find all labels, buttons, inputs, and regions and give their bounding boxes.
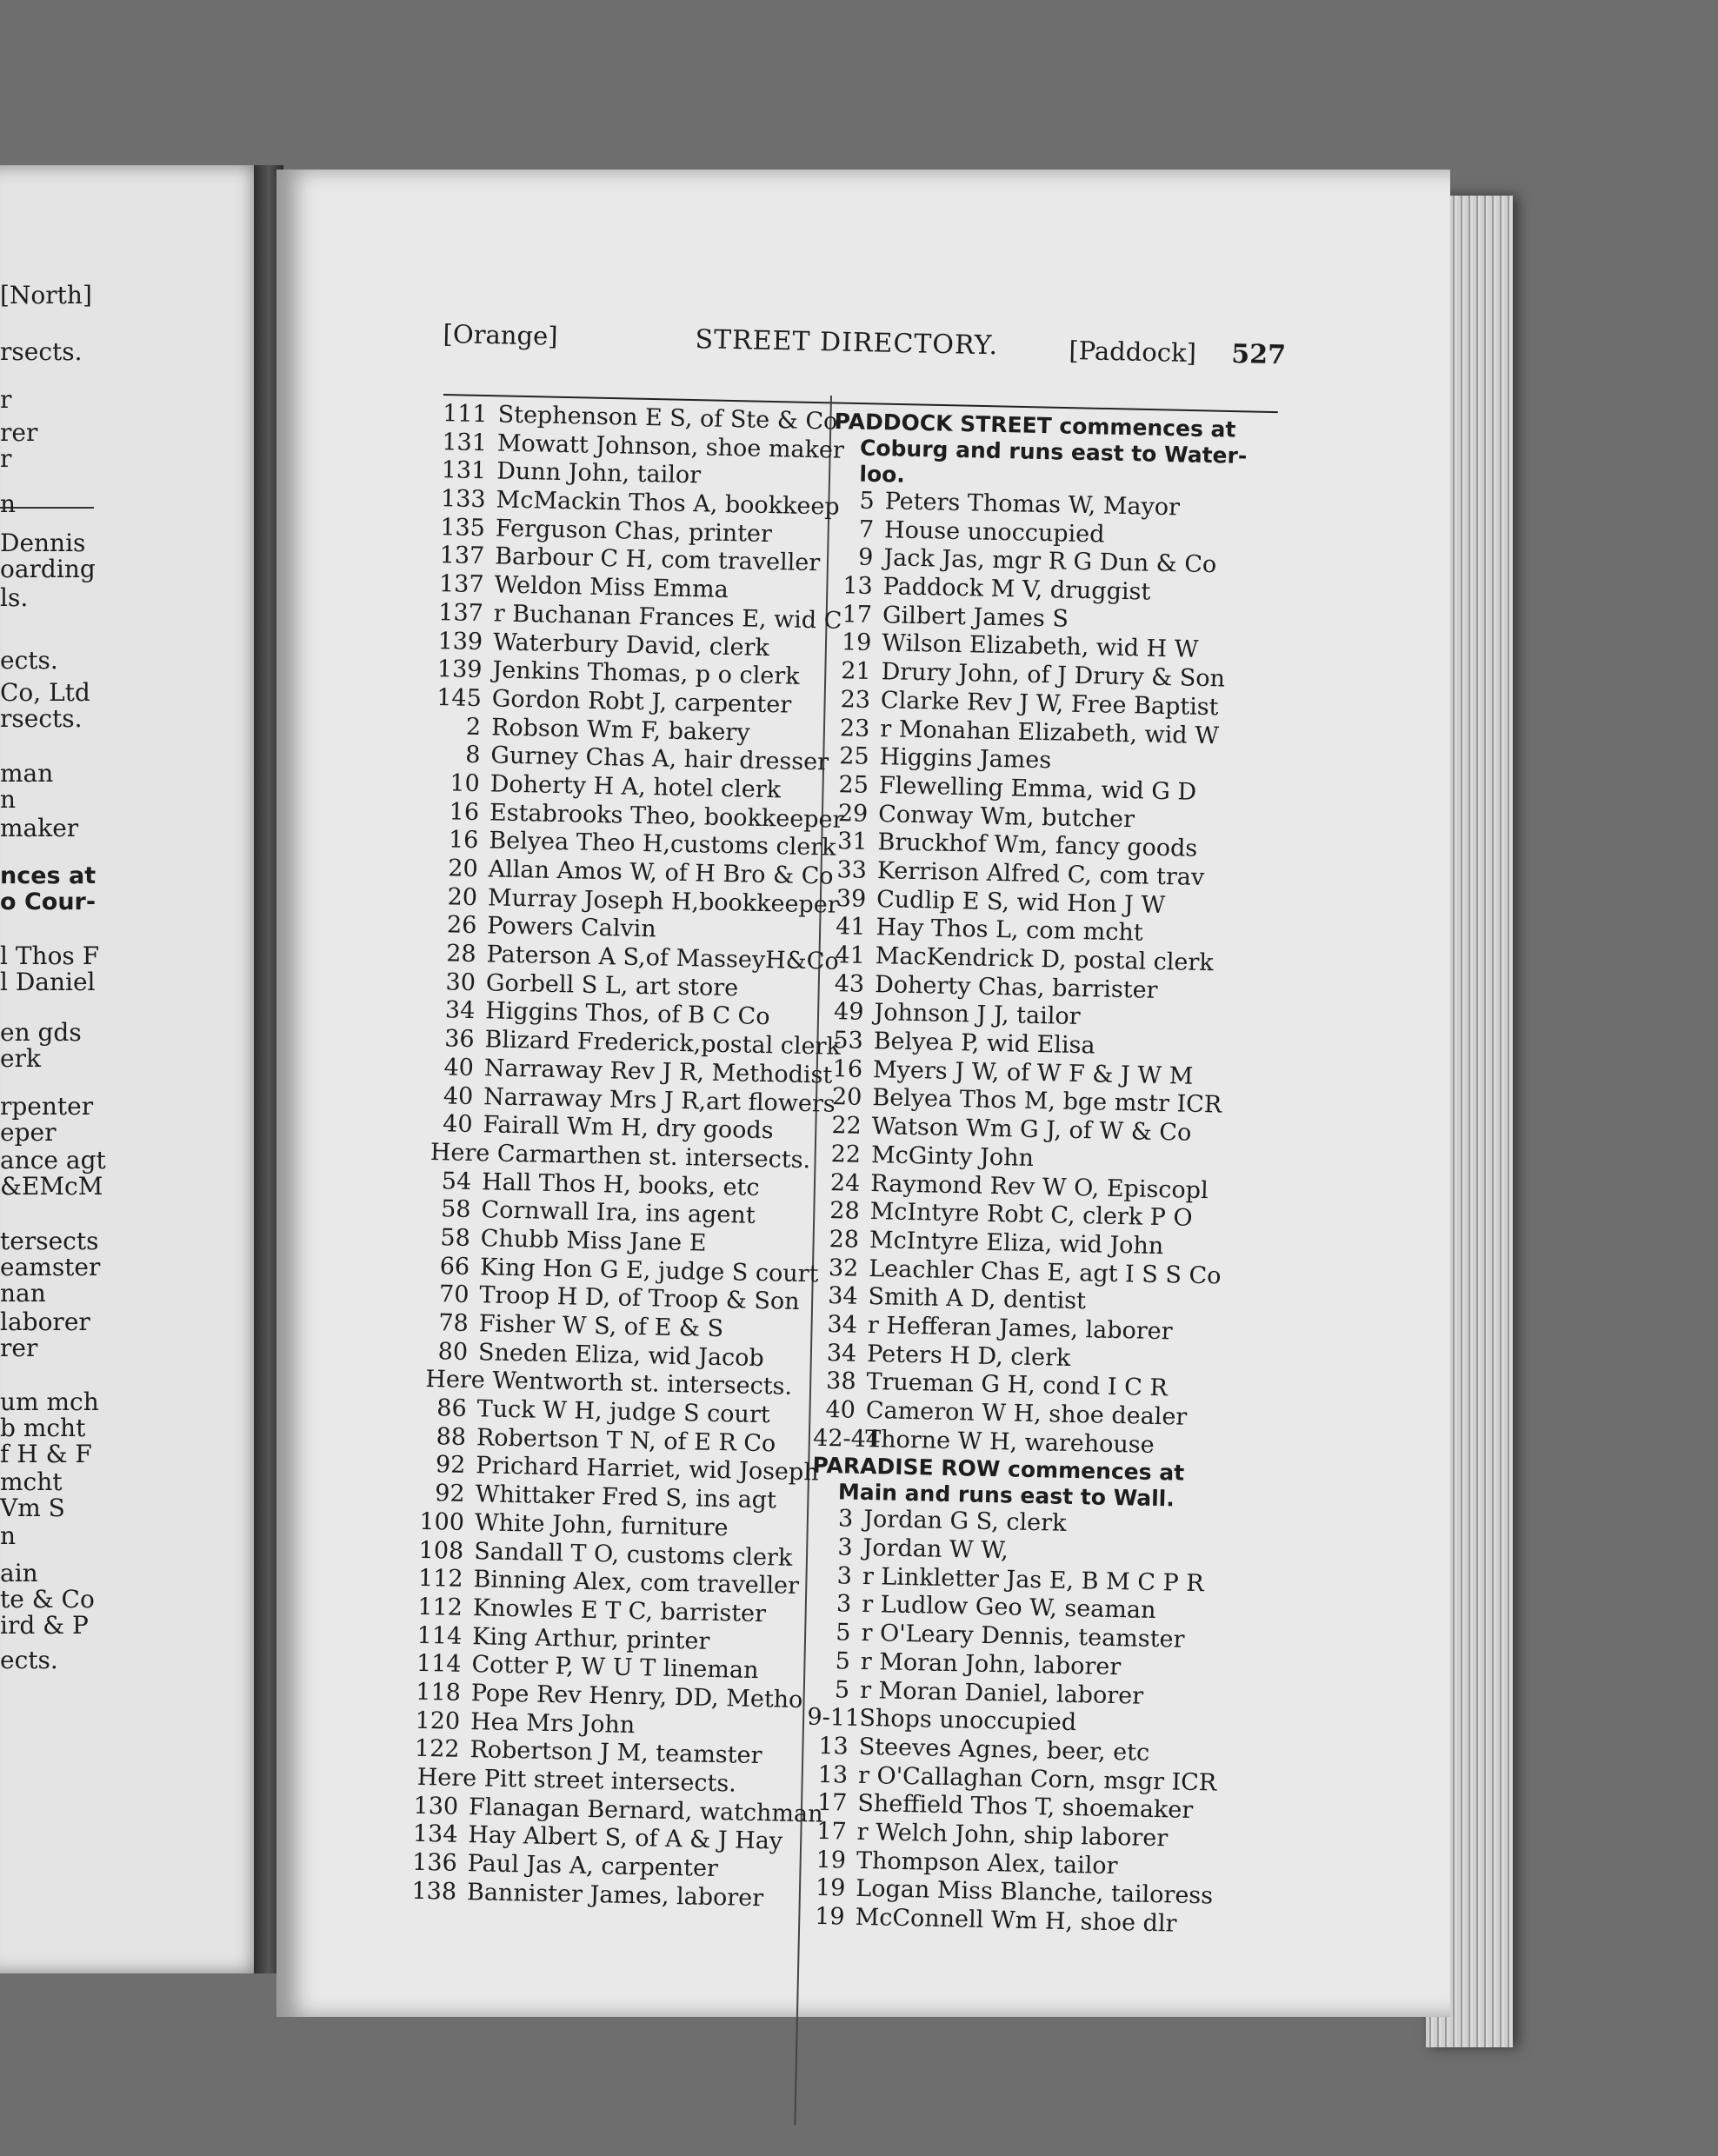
entry-text: r Moran John, laborer (860, 1647, 1122, 1681)
house-number: 13 (842, 572, 874, 601)
house-number: 40 (442, 1110, 473, 1139)
entry-text: Sneden Eliza, wid Jacob (477, 1338, 765, 1372)
left-page-fragment: oarding (0, 555, 96, 583)
running-head-title: STREET DIRECTORY. (695, 324, 999, 362)
entry-text: McMackin Thos A, bookkeep (496, 486, 840, 521)
left-page-fragment: ird & P (0, 1611, 89, 1640)
entry-text: Jack Jas, mgr R G Dun & Co (883, 544, 1217, 579)
left-page-fragment: ls. (0, 583, 29, 612)
left-page-fragment: &EMcM (0, 1172, 103, 1201)
left-page-fragment: eper (0, 1118, 57, 1147)
entry-text: Belyea Theo H,customs clerk (489, 827, 836, 862)
house-number: 5 (859, 487, 876, 515)
house-number: 34 (826, 1339, 857, 1367)
entry-text: Hea Mrs John (469, 1707, 636, 1739)
entry-text: Prichard Harriet, wid Joseph (476, 1452, 819, 1487)
entry-text: Troop H D, of Troop & Son (479, 1281, 800, 1316)
left-page-fragment: n (0, 785, 17, 814)
entry-text: Pope Rev Henry, DD, Metho (470, 1680, 803, 1714)
house-number: 137 (438, 570, 484, 599)
entry-text: McIntyre Eliza, wid John (869, 1226, 1164, 1261)
right-page (276, 170, 1450, 2017)
entry-text: Higgins Thos, of B C Co (484, 997, 770, 1031)
house-number: 137 (438, 598, 484, 627)
house-number: 41 (835, 942, 866, 969)
house-number: 29 (837, 799, 869, 828)
house-number: 39 (836, 884, 867, 913)
running-head-left: [Orange] (443, 319, 558, 351)
house-number: 135 (440, 513, 486, 542)
house-number: 112 (417, 1593, 463, 1621)
house-number: 19 (841, 629, 872, 657)
entry-text: Blizard Frederick,postal clerk (484, 1026, 842, 1061)
house-number: 134 (412, 1820, 458, 1849)
entry-text: Here Pitt street intersects. (416, 1763, 737, 1798)
entry-text: Peters Thomas W, Mayor (884, 488, 1181, 522)
house-number: 114 (416, 1650, 462, 1679)
house-number: 133 (440, 485, 486, 514)
left-page-fragment: [North] (0, 281, 92, 309)
entry-text: Bruckhof Wm, fancy goods (877, 828, 1198, 863)
house-number: 9 (857, 543, 874, 572)
entry-text: Paddock M V, druggist (882, 573, 1151, 606)
entry-text: Cotter P, W U T lineman (471, 1651, 759, 1685)
entry-text: Peters H D, clerk (866, 1340, 1071, 1372)
house-number: 26 (446, 911, 477, 940)
entry-text: Jenkins Thomas, p o clerk (492, 656, 800, 690)
entry-text: Ferguson Chas, printer (495, 515, 773, 548)
entry-text: r Moran Daniel, laborer (859, 1676, 1144, 1710)
entry-text: Sheffield Thos T, shoemaker (857, 1790, 1194, 1825)
left-page-fragment: rsects. (0, 704, 83, 733)
entry-text: McIntyre Robt C, clerk P O (869, 1198, 1193, 1233)
house-number: 36 (443, 1025, 475, 1054)
left-page-fragment: tersects (0, 1227, 99, 1255)
entry-text: loo. (859, 461, 906, 488)
entry-text: Johnson J J, tailor (874, 999, 1081, 1031)
running-head (443, 319, 1575, 377)
entry-text: Kerrison Alfred C, com trav (876, 857, 1205, 891)
house-number: 28 (445, 940, 476, 968)
entry-text: Barbour C H, com traveller (494, 542, 821, 577)
house-number: 20 (447, 883, 478, 911)
house-number: 78 (438, 1309, 469, 1337)
entry-text: Clarke Rev J W, Free Baptist (880, 686, 1219, 722)
entry-text: Logan Miss Blanche, tailoress (856, 1875, 1214, 1910)
left-page-fragment: maker (0, 814, 79, 842)
left-page-fragment: Vm S (0, 1494, 65, 1522)
entry-text: Jordan W W, (862, 1534, 1009, 1565)
house-number: 92 (435, 1451, 466, 1480)
entry-text: Smith A D, dentist (868, 1283, 1087, 1315)
entry-text: Shops unoccupied (859, 1705, 1077, 1737)
entry-text: Gorbell S L, art store (485, 969, 739, 1002)
entry-text: Narraway Mrs J R,art flowers (483, 1082, 836, 1118)
left-page-fragment: ain (0, 1559, 38, 1587)
entry-text: Fisher W S, of E & S (478, 1310, 724, 1343)
entry-text: Here Carmarthen st. intersects. (430, 1138, 811, 1174)
house-number: 112 (417, 1565, 463, 1594)
house-number: 41 (835, 913, 866, 942)
left-page-fragment: n (0, 1521, 17, 1550)
entry-text: r O'Leary Dennis, teamster (861, 1620, 1185, 1654)
entry-text: Whittaker Fred S, ins agt (475, 1481, 777, 1514)
entry-text: Paul Jas A, carpenter (467, 1850, 719, 1883)
left-page-fragment: rsects. (0, 337, 83, 366)
house-number: 111 (442, 400, 488, 429)
left-page-fragment: rer (0, 1334, 38, 1362)
house-number: 40 (443, 1081, 474, 1110)
house-number: 30 (445, 968, 476, 996)
house-number: 120 (415, 1707, 461, 1735)
house-number: 53 (833, 1027, 864, 1055)
house-number: 16 (448, 826, 479, 855)
house-number: 17 (842, 600, 873, 629)
house-number: 66 (439, 1252, 470, 1281)
left-page-fragment: man (0, 759, 54, 788)
entry-text: King Arthur, printer (471, 1622, 710, 1655)
entry-text: Steeves Agnes, beer, etc (858, 1733, 1150, 1767)
entry-text: Allan Amos W, of H Bro & Co (488, 855, 834, 890)
house-number: 137 (439, 542, 485, 570)
house-number: 100 (419, 1507, 465, 1536)
house-number: 114 (416, 1621, 463, 1650)
entry-text: Binning Alex, com traveller (473, 1566, 800, 1600)
house-number: 3 (836, 1590, 852, 1619)
left-page-fragment: mcht (0, 1467, 63, 1496)
house-number: 139 (437, 627, 483, 655)
left-page (0, 165, 270, 1973)
entry-text: Hall Thos H, books, etc (481, 1168, 760, 1201)
entry-text: Cornwall Ira, ins agent (481, 1196, 756, 1230)
house-number: 33 (836, 856, 868, 884)
entry-text: Murray Joseph H,bookkeeper (487, 884, 839, 919)
house-number: 86 (436, 1394, 468, 1423)
entry-text: r Ludlow Geo W, seaman (861, 1591, 1156, 1625)
entry-text: McConnell Wm H, shoe dlr (855, 1903, 1177, 1938)
left-page-fragment: ects. (0, 646, 58, 675)
entry-text: Coburg and runs east to Water- (859, 435, 1248, 469)
entry-text: Fairall Wm H, dry goods (483, 1111, 774, 1145)
entry-text: Paterson A S,of MasseyH&Co (486, 941, 839, 975)
entry-text: Stephenson E S, of Ste & Co (497, 401, 838, 436)
entry-text: Weldon Miss Emma (494, 571, 729, 604)
entry-text: Flanagan Bernard, watchman (468, 1793, 823, 1828)
left-column (406, 400, 846, 1914)
left-page-fragment: rpenter (0, 1092, 94, 1121)
house-number: 21 (840, 657, 871, 686)
left-page-fragment: l Daniel (0, 968, 96, 996)
left-page-fragment: l Thos F (0, 942, 100, 970)
house-number: 49 (833, 998, 864, 1027)
house-number: 24 (829, 1168, 861, 1197)
house-number: 25 (838, 742, 869, 771)
house-number: 38 (825, 1367, 856, 1396)
entry-text: McGinty John (870, 1141, 1035, 1172)
entry-text: Belyea Thos M, bge mstr ICR (872, 1084, 1222, 1119)
left-page-fragment: um mch (0, 1387, 99, 1416)
house-number: 118 (415, 1678, 462, 1707)
entry-text: Robertson J M, teamster (469, 1736, 762, 1770)
entry-text: Sandall T O, customs clerk (473, 1537, 793, 1572)
entry-text: r Hefferan James, laborer (867, 1311, 1173, 1346)
entry-text: Gordon Robt J, carpenter (491, 685, 792, 719)
left-page-fragment: Co, Ltd (0, 678, 90, 707)
house-number: 3 (837, 1534, 853, 1561)
entry-text: Narraway Rev J R, Methodist (483, 1055, 833, 1089)
house-number: 16 (449, 798, 480, 826)
entry-text: Bannister James, laborer (466, 1878, 764, 1912)
house-number: 40 (825, 1396, 856, 1424)
entry-text: Mowatt Johnson, shoe maker (496, 429, 845, 464)
entry-text: Doherty H A, hotel clerk (489, 770, 782, 804)
entry-text: Jordan G S, clerk (862, 1506, 1067, 1538)
house-number: 23 (840, 686, 871, 714)
left-page-fragment: nan (0, 1279, 46, 1308)
left-page-fragment: ance agt (0, 1146, 106, 1174)
house-number: 80 (437, 1337, 469, 1366)
entry-text: Belyea P, wid Elisa (873, 1028, 1095, 1060)
left-page-fragment: n (0, 489, 17, 518)
entry-text: Cameron W H, shoe dealer (865, 1397, 1188, 1431)
house-number: 108 (418, 1536, 464, 1565)
entry-text: Cudlip E S, wid Hon J W (876, 885, 1166, 919)
house-number: 3 (837, 1505, 854, 1534)
house-number: 31 (836, 828, 868, 856)
entry-text: Chubb Miss Jane E (480, 1225, 707, 1257)
house-number: 88 (436, 1422, 467, 1451)
entry-text: Gilbert James S (882, 601, 1069, 633)
house-number: 138 (411, 1877, 457, 1906)
entry-text: Conway Wm, butcher (877, 800, 1135, 833)
house-number: 28 (829, 1197, 860, 1225)
left-page-fragment: eamster (0, 1253, 101, 1281)
entry-text: Hay Thos L, com mcht (876, 914, 1143, 947)
left-page-fragment: b mcht (0, 1414, 86, 1442)
entry-text: r Monahan Elizabeth, wid W (879, 715, 1220, 749)
house-number: 13 (818, 1732, 849, 1760)
house-number: 20 (448, 855, 479, 883)
house-number: 22 (830, 1140, 862, 1168)
house-number: 42-44 (812, 1424, 882, 1454)
house-number: 17 (816, 1817, 848, 1846)
house-number: 25 (838, 771, 869, 799)
left-page-fragment: r (0, 385, 12, 414)
entry-text: Watson Wm G J, of W & Co (871, 1113, 1192, 1147)
entry-text: Here Wentworth st. intersects. (425, 1366, 793, 1401)
house-number: 34 (827, 1282, 858, 1311)
entry-text: r Buchanan Frances E, wid C (493, 600, 842, 635)
entry-text: Waterbury David, clerk (492, 628, 770, 662)
entry-text: Myers J W, of W F & J W M (872, 1055, 1194, 1090)
house-number: 28 (829, 1225, 860, 1254)
house-number: 70 (438, 1281, 469, 1309)
house-number: 8 (464, 742, 481, 769)
house-number: 131 (441, 456, 487, 485)
left-page-fragment: nces at (0, 862, 97, 889)
entry-text: Wilson Elizabeth, wid H W (882, 629, 1199, 664)
house-number: 43 (834, 969, 865, 998)
left-page-fragment: te & Co (0, 1585, 95, 1614)
entry-text: Robson Wm F, bakery (490, 713, 750, 747)
entry-text: Gurney Chas A, hair dresser (490, 742, 829, 776)
house-number: 5 (836, 1619, 851, 1647)
left-page-fragment: rer (0, 418, 38, 447)
house-number: 20 (831, 1083, 862, 1112)
entry-text: White John, furniture (474, 1508, 729, 1542)
entry-text: r O'Callaghan Corn, msgr ICR (857, 1761, 1217, 1797)
house-number: 19 (815, 1874, 846, 1902)
house-number: 3 (836, 1562, 853, 1590)
entry-text: Raymond Rev W O, Episcopl (870, 1169, 1209, 1204)
entry-text: MacKendrick D, postal clerk (875, 942, 1215, 977)
house-number: 34 (827, 1310, 858, 1339)
house-number: 54 (441, 1167, 472, 1195)
entry-text: r Linkletter Jas E, B M C P R (862, 1562, 1204, 1597)
entry-text: PADDOCK STREET commences at (834, 409, 1236, 443)
left-page-fragment: en gds (0, 1018, 82, 1047)
left-page-fragment: r (0, 444, 12, 473)
entry-text: Flewelling Emma, wid G D (878, 772, 1197, 806)
entry-text: Hay Albert S, of A & J Hay (468, 1821, 783, 1856)
entry-text: Drury John, of J Drury & Son (881, 658, 1226, 693)
house-number: 40 (443, 1054, 475, 1081)
house-number: 131 (442, 428, 488, 456)
left-page-fragment: ects. (0, 1646, 58, 1674)
house-number: 2 (465, 713, 482, 741)
house-number: 34 (444, 996, 476, 1025)
house-number: 58 (440, 1224, 471, 1252)
entry-text: Tuck W H, judge S court (476, 1395, 770, 1429)
running-head-right: [Paddock] (1069, 336, 1197, 369)
house-number: 16 (832, 1055, 863, 1083)
entry-text: Main and runs east to Wall. (837, 1479, 1175, 1512)
entry-text: Robertson T N, of E R Co (476, 1423, 776, 1458)
entry-text: Leachler Chas E, agt I S S Co (868, 1254, 1222, 1290)
right-column (802, 409, 1269, 1940)
left-page-fragment: laborer (0, 1308, 90, 1336)
house-number: 145 (436, 683, 483, 713)
house-number: 10 (449, 769, 481, 798)
entry-text: PARADISE ROW commences at (812, 1453, 1185, 1487)
entry-text: House unoccupied (883, 516, 1105, 549)
house-number: 92 (434, 1480, 465, 1508)
house-number: 130 (413, 1792, 459, 1820)
house-number: 19 (816, 1846, 847, 1874)
house-number: 5 (835, 1647, 851, 1675)
house-number: 7 (858, 516, 875, 543)
house-number: 5 (834, 1675, 850, 1704)
house-number: 19 (814, 1902, 845, 1931)
entry-text: Higgins James (879, 743, 1052, 775)
entry-text: Estabrooks Theo, bookkeeper (489, 798, 844, 834)
entry-text: Dunn John, tailor (496, 457, 702, 489)
house-number: 13 (817, 1760, 849, 1789)
house-number: 22 (831, 1112, 862, 1140)
house-number: 23 (839, 714, 870, 742)
left-page-fragment: erk (0, 1044, 41, 1073)
left-page-fragment: Dennis (0, 529, 86, 557)
entry-text: Thompson Alex, tailor (856, 1847, 1118, 1880)
house-number: 32 (828, 1254, 859, 1282)
house-number: 9-11 (807, 1703, 861, 1733)
entry-text: Knowles E T C, barrister (472, 1594, 767, 1628)
entry-text: Doherty Chas, barrister (874, 970, 1158, 1004)
entry-text: Trueman G H, cond I C R (866, 1368, 1169, 1402)
entry-text: Thorne W H, warehouse (864, 1425, 1155, 1459)
entry-text: Powers Calvin (487, 912, 657, 943)
page-number: 527 (1230, 338, 1287, 371)
left-page-fragment: o Cour- (0, 888, 97, 915)
house-number: 139 (436, 655, 483, 684)
entry-text: r Welch John, ship laborer (856, 1818, 1169, 1853)
house-number: 122 (414, 1735, 460, 1764)
entry-text: King Hon G E, judge S court (479, 1253, 819, 1288)
house-number: 58 (440, 1195, 471, 1224)
left-page-fragment: f H & F (0, 1440, 92, 1468)
house-number: 136 (411, 1848, 458, 1877)
house-number: 17 (816, 1789, 848, 1817)
